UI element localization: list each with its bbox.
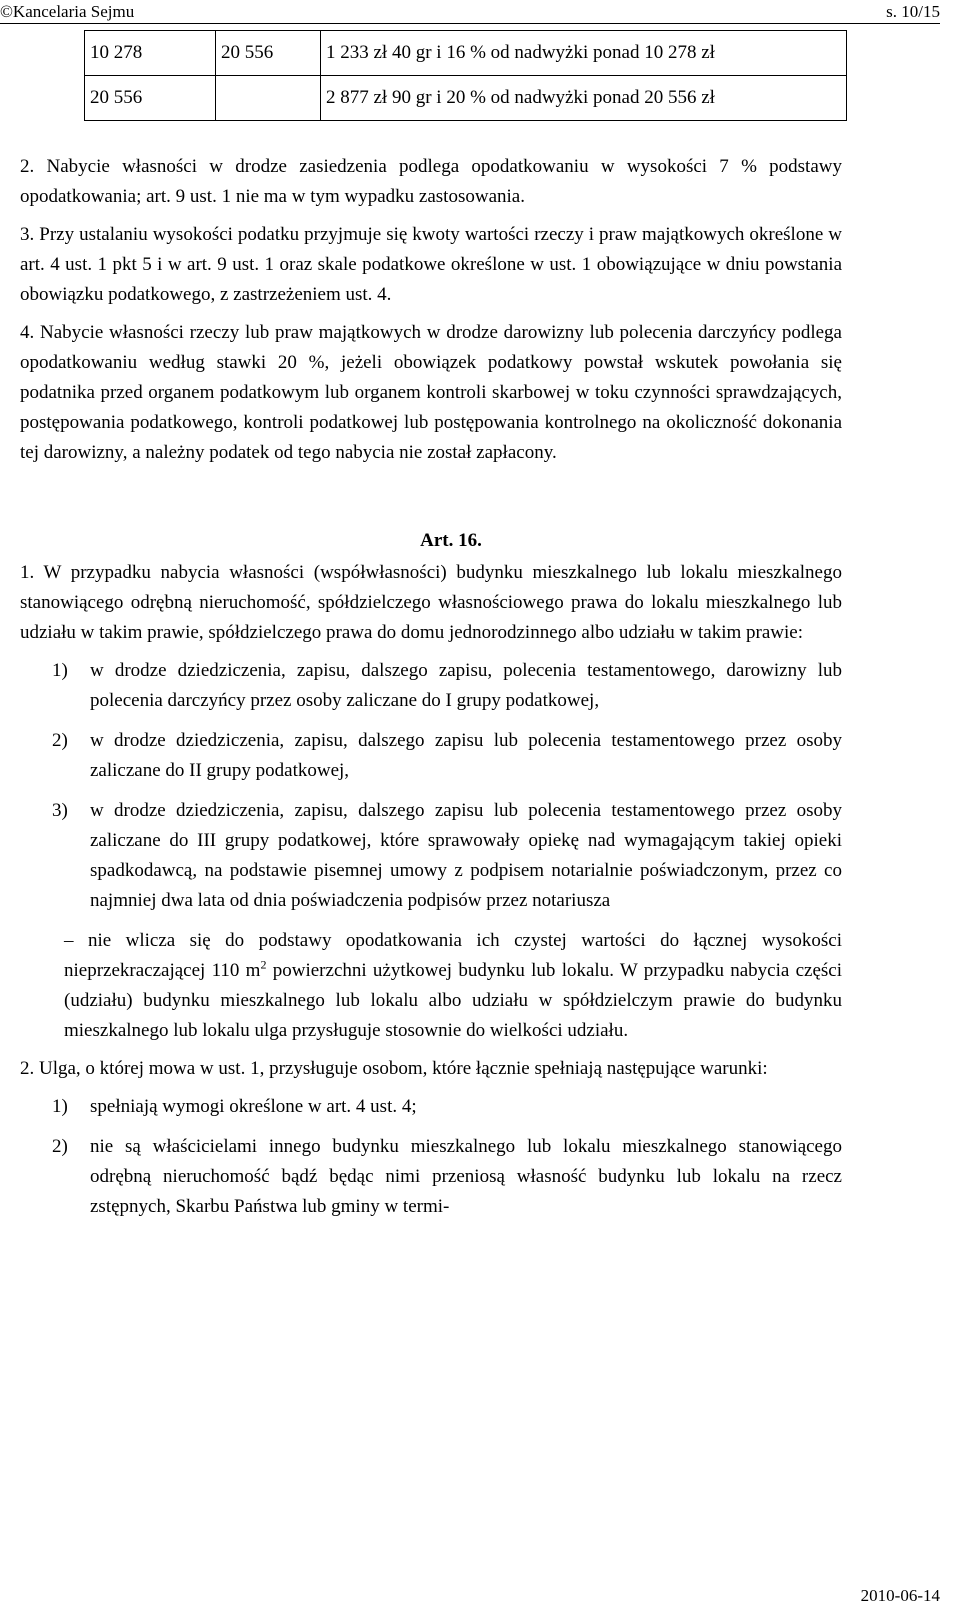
list-item-text: spełniają wymogi określone w art. 4 ust. 4;: [90, 1096, 417, 1117]
article-heading: Art. 16.: [420, 530, 482, 551]
table-cell: 10 278: [85, 31, 216, 76]
table-cell: 20 556: [85, 76, 216, 121]
table-row: [85, 76, 847, 121]
paragraph-4: 4. Nabycie własności rzeczy lub praw majątkowych w drodze darowizny lub polecenia darczyńcy podlega opodatkowaniu według stawki 20 %, jeżeli obowiązek podatkowy powstał wskutek powołania się podatnika przed organem podatkowym lub organem kontroli skarbowej w toku czynności sprawdzających, postępowania podatkowego, kontroli podatkowej lub postępowania kontrolnego na okoliczność dokonania tej darowizny, a należny podatek od tego nabycia nie został zapłacony.: [20, 322, 842, 463]
list-item-number: 2): [52, 730, 68, 751]
list-item: [20, 1132, 842, 1222]
table-cell: 1 233 zł 40 gr i 16 % od nadwyżki ponad 10 278 zł: [321, 31, 847, 76]
article-ust-2: 2. Ulga, o której mowa w ust. 1, przysługuje osobom, które łącznie spełniają następujące warunki:: [20, 1058, 768, 1079]
superscript: 2: [260, 957, 267, 972]
table-cell: 2 877 zł 90 gr i 20 % od nadwyżki ponad 20 556 zł: [321, 76, 847, 121]
tax-scale-table: [84, 30, 847, 121]
table-row: [85, 31, 847, 76]
list-item-number: 3): [52, 800, 68, 821]
list-item: [20, 1092, 842, 1122]
dash-clause: [20, 926, 842, 1046]
table-cell: 20 556: [216, 31, 321, 76]
paragraph-3: 3. Przy ustalaniu wysokości podatku przyjmuje się kwoty wartości rzeczy i praw majątkowych określone w art. 4 ust. 1 pkt 5 i w art. 9 ust. 1 oraz skale podatkowe określone w ust. 1 obowiązujące w dniu powstania obowiązku podatkowego, z zastrzeżeniem ust. 4.: [20, 224, 842, 305]
list-item-number: 2): [52, 1136, 68, 1157]
dash-clause-part-1: – nie wlicza się do podstawy opodatkowania ich czystej wartości do łącznej wysokości nieprzekraczającej 110 m: [64, 930, 842, 981]
footer-date: 2010-06-14: [860, 1586, 940, 1605]
list-item: [20, 656, 842, 716]
list-item-number: 1): [52, 660, 68, 681]
list-item: [20, 726, 842, 786]
article-ust-1: 1. W przypadku nabycia własności (współwłasności) budynku mieszkalnego lub lokalu mieszkalnego stanowiącego odrębną nieruchomość, spółdzielczego własnościowego prawa do lokalu mieszkalnego lub udziału w takim prawie, spółdzielczego prawa do domu jednorodzinnego albo udziału w takim prawie:: [20, 562, 842, 643]
list-item-text: nie są właścicielami innego budynku mieszkalnego lub lokalu mieszkalnego stanowiącego odrębną nieruchomość bądź będąc nimi przeniosą własność budynku lub lokalu na rzecz zstępnych, Skarbu Państwa lub gminy w termi-: [90, 1136, 842, 1217]
paragraph-2: 2. Nabycie własności w drodze zasiedzenia podlega opodatkowaniu w wysokości 7 % podstawy opodatkowania; art. 9 ust. 1 nie ma w tym wypadku zastosowania.: [20, 156, 842, 207]
dash-clause-part-2: powierzchni użytkowej budynku lub lokalu. W przypadku nabycia części (udziału) budynku mieszkalnego lub lokalu albo udziału w spółdzielczym prawie do budynku mieszkalnego lub lokalu ulga przysługuje stosownie do wielkości udziału.: [64, 960, 842, 1041]
list-item-text: w drodze dziedziczenia, zapisu, dalszego zapisu, polecenia testamentowego, darowizny lub polecenia darczyńcy przez osoby zaliczane do I grupy podatkowej,: [90, 660, 842, 711]
ust-1-list: [20, 656, 842, 916]
list-item-text: w drodze dziedziczenia, zapisu, dalszego zapisu lub polecenia testamentowego przez osoby zaliczane do III grupy podatkowej, które sprawowały opiekę nad wymagającym takiej opieki spadkodawcą, na podstawie pisemnej umowy z podpisem notarialnie poświadczonym, przez co najmniej dwa lata od dnia poświadczenia podpisów przez notariusza: [90, 800, 842, 911]
publisher-label: ©Kancelaria Sejmu: [0, 2, 135, 21]
list-item-number: 1): [52, 1096, 68, 1117]
page-number: s. 10/15: [886, 2, 940, 21]
table-cell: [216, 76, 321, 121]
document-body: [20, 152, 842, 1232]
header-rule: [0, 23, 940, 24]
ust-2-list: [20, 1092, 842, 1222]
list-item-text: w drodze dziedziczenia, zapisu, dalszego zapisu lub polecenia testamentowego przez osoby zaliczane do II grupy podatkowej,: [90, 730, 842, 781]
list-item: [20, 796, 842, 916]
